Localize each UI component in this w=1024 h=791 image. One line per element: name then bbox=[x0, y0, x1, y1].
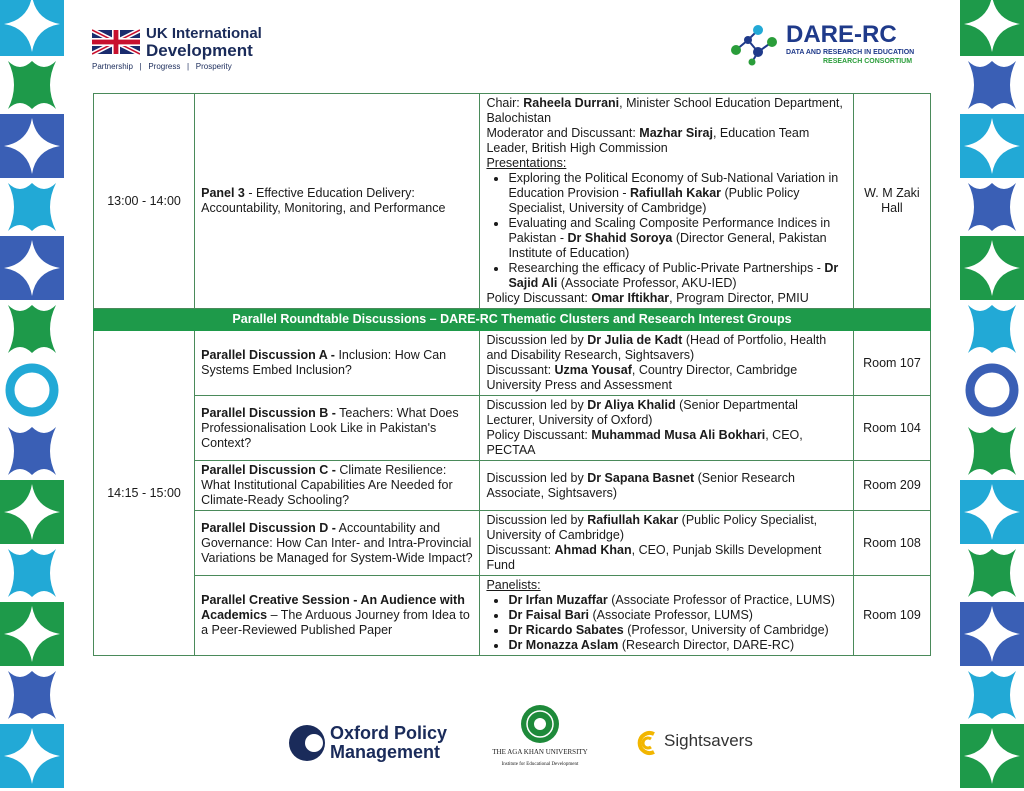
led-label: Discussion led by bbox=[486, 333, 588, 347]
dare-rc-logo bbox=[728, 22, 928, 68]
discussant-role: , Country Director, Cambridge University Press and Assessment bbox=[486, 363, 798, 392]
creative-session-room: Room 109 bbox=[853, 576, 930, 656]
aku-seal-icon bbox=[520, 704, 560, 744]
panelist-item bbox=[508, 638, 846, 653]
uk-international-development-logo bbox=[92, 26, 262, 74]
panelist-role: (Research Director, DARE-RC) bbox=[618, 638, 795, 652]
opm-text bbox=[330, 724, 447, 762]
creative-session-details bbox=[480, 576, 853, 656]
discussion-d-row bbox=[94, 511, 931, 576]
parallel-banner: Parallel Roundtable Discussions – DARE-RC Thematic Clusters and Research Interest Groups bbox=[94, 309, 931, 331]
session-title-rest: Teachers: What Does Professionalisation Look Like in Pakistan's Context? bbox=[201, 405, 459, 450]
presentation-title: Exploring the Political Economy of Sub-National Variation in Education Provision - bbox=[508, 171, 839, 200]
panelist-name: Dr Faisal Bari bbox=[508, 608, 590, 622]
panel3-session bbox=[195, 94, 480, 309]
session-title-bold: Parallel Creative Session - An Audience with Academics bbox=[201, 593, 465, 622]
parallel-time: 14:15 - 15:00 bbox=[94, 331, 195, 656]
led-name: Rafiullah Kakar bbox=[587, 513, 679, 527]
dare-subtitle-2: RESEARCH CONSORTIUM bbox=[823, 58, 913, 65]
discussion-a-session bbox=[195, 331, 480, 396]
led-by bbox=[486, 398, 846, 428]
chair-name: Raheela Durrani bbox=[523, 96, 620, 110]
discussant-name: Uzma Yousaf bbox=[554, 363, 632, 377]
panelist-name: Dr Ricardo Sabates bbox=[508, 623, 624, 637]
moderator-label: Moderator and Discussant: bbox=[486, 126, 640, 140]
discussion-b-session bbox=[195, 396, 480, 461]
schedule-table bbox=[93, 93, 931, 656]
panel3-policy-discussant bbox=[486, 291, 846, 306]
discussant bbox=[486, 363, 846, 393]
discussant-role: , CEO, PECTAA bbox=[486, 428, 803, 457]
discussant-label: Discussant: bbox=[486, 363, 555, 377]
panelists-list bbox=[486, 593, 846, 653]
discussion-b-details bbox=[480, 396, 853, 461]
panel3-chair bbox=[486, 96, 846, 126]
aga-khan-university-logo bbox=[480, 704, 600, 774]
session-title-bold: Parallel Discussion C - bbox=[201, 463, 336, 477]
presenter-name: Rafiullah Kakar bbox=[630, 186, 722, 200]
panel3-moderator bbox=[486, 126, 846, 156]
chair-label: Chair: bbox=[486, 96, 524, 110]
discussion-d-session bbox=[195, 511, 480, 576]
presenter-role: (Public Policy Specialist, University of Cambridge) bbox=[508, 186, 800, 215]
presentation-item bbox=[508, 171, 846, 216]
panel3-title-rest: - Effective Education Delivery: Accountability, Monitoring, and Performance bbox=[201, 186, 446, 215]
led-role: (Head of Portfolio, Health and Disability Research, Sightsavers) bbox=[486, 333, 827, 362]
discussion-a-details bbox=[480, 331, 853, 396]
creative-session-row bbox=[94, 576, 931, 656]
presentations-label: Presentations: bbox=[486, 156, 567, 170]
aku-subtitle: Institute for Educational Development bbox=[501, 762, 579, 767]
discussant bbox=[486, 428, 846, 458]
discussion-c-details bbox=[480, 461, 853, 511]
moderator-name: Mazhar Siraj bbox=[639, 126, 713, 140]
presentation-title: Researching the efficacy of Public-Private Partnerships - bbox=[508, 261, 825, 275]
led-label: Discussion led by bbox=[486, 513, 588, 527]
led-role: (Public Policy Specialist, University of Cambridge) bbox=[486, 513, 818, 542]
panel3-time: 13:00 - 14:00 bbox=[94, 94, 195, 309]
sightsavers-icon bbox=[636, 730, 660, 756]
network-nodes-icon bbox=[728, 22, 780, 66]
panelist-name: Dr Monazza Aslam bbox=[508, 638, 619, 652]
presentation-item bbox=[508, 261, 846, 291]
led-name: Dr Julia de Kadt bbox=[587, 333, 683, 347]
aku-name: THE AGA KHAN UNIVERSITY bbox=[492, 748, 588, 756]
discussant-label: Discussant: bbox=[486, 543, 555, 557]
dare-title: DARE-RC bbox=[786, 21, 897, 48]
discussant-label: Policy Discussant: bbox=[486, 428, 592, 442]
parallel-banner-row bbox=[94, 309, 931, 331]
policy-role: , Program Director, PMIU bbox=[669, 291, 809, 305]
presenter-name: Dr Shahid Soroya bbox=[567, 231, 673, 245]
panelist-role: (Professor, University of Cambridge) bbox=[623, 623, 829, 637]
discussion-a-row bbox=[94, 331, 931, 396]
panel3-title-bold: Panel 3 bbox=[201, 186, 245, 200]
discussion-b-row bbox=[94, 396, 931, 461]
panelist-name: Dr Irfan Muzaffar bbox=[508, 593, 608, 607]
policy-name: Omar Iftikhar bbox=[591, 291, 670, 305]
session-title-rest: Accountability and Governance: How Can Inter- and Intra-Provincial Variations be Managed for System-Wide Impact? bbox=[201, 520, 473, 565]
session-title-rest: Climate Resilience: What Institutional Capabilities Are Needed for Climate-Ready Schooling? bbox=[201, 463, 453, 507]
opm-crescent-icon bbox=[288, 724, 326, 762]
creative-session bbox=[195, 576, 480, 656]
panel3-row bbox=[94, 94, 931, 309]
chair-role: , Minister School Education Department, Balochistan bbox=[486, 96, 843, 125]
uk-title bbox=[146, 26, 262, 60]
presenter-name: Dr Sajid Ali bbox=[508, 261, 839, 290]
led-role: (Senior Departmental Lecturer, University of Oxford) bbox=[486, 398, 798, 427]
discussion-d-room: Room 108 bbox=[853, 511, 930, 576]
sightsavers-logo bbox=[636, 728, 766, 758]
session-title-bold: Parallel Discussion B - bbox=[201, 405, 336, 420]
presenter-role: (Associate Professor, AKU-IED) bbox=[557, 276, 737, 290]
union-flag-icon bbox=[92, 28, 140, 56]
led-role: (Senior Research Associate, Sightsavers) bbox=[486, 470, 795, 500]
dare-subtitle-1: DATA AND RESEARCH IN EDUCATION bbox=[786, 49, 915, 56]
left-pattern-border bbox=[0, 0, 64, 791]
led-label: Discussion led by bbox=[486, 470, 588, 485]
led-by bbox=[486, 471, 846, 501]
session-title-bold: Parallel Discussion D - bbox=[201, 520, 336, 535]
footer-logos bbox=[0, 700, 1024, 791]
discussant bbox=[486, 543, 846, 573]
panelist-item bbox=[508, 593, 846, 608]
opm-line2: Management bbox=[330, 742, 441, 762]
panelist-item bbox=[508, 623, 846, 638]
discussion-a-room: Room 107 bbox=[853, 331, 930, 396]
sightsavers-text: Sightsavers bbox=[664, 731, 753, 750]
discussion-c-row bbox=[94, 461, 931, 511]
panel3-room: W. M Zaki Hall bbox=[853, 94, 930, 309]
oxford-policy-management-logo bbox=[288, 722, 448, 770]
led-by bbox=[486, 333, 846, 363]
presentation-title: Evaluating and Scaling Composite Performance Indices in Pakistan - bbox=[508, 216, 831, 245]
session-title-bold: Parallel Discussion A - bbox=[201, 348, 335, 362]
panelists-label: Panelists: bbox=[486, 578, 541, 592]
led-name: Dr Aliya Khalid bbox=[587, 398, 676, 412]
discussant-name: Ahmad Khan bbox=[554, 543, 632, 557]
panelist-item bbox=[508, 608, 846, 623]
session-title-rest: Inclusion: How Can Systems Embed Inclusion? bbox=[201, 348, 447, 377]
discussion-c-session bbox=[195, 461, 480, 511]
moderator-role: , Education Team Leader, British High Commission bbox=[486, 126, 810, 155]
led-by bbox=[486, 513, 846, 543]
presentation-item bbox=[508, 216, 846, 261]
discussion-b-room: Room 104 bbox=[853, 396, 930, 461]
panelist-role: (Associate Professor of Practice, LUMS) bbox=[607, 593, 835, 607]
presentations-list bbox=[486, 171, 846, 291]
discussant-role: , CEO, Punjab Skills Development Fund bbox=[486, 543, 822, 572]
session-title-rest: – The Arduous Journey from Idea to a Peer-Reviewed Published Paper bbox=[201, 608, 470, 637]
uk-tagline: Partnership | Progress | Prosperity bbox=[92, 62, 232, 71]
discussion-d-details bbox=[480, 511, 853, 576]
opm-line1: Oxford Policy bbox=[330, 723, 448, 743]
led-name: Dr Sapana Basnet bbox=[587, 470, 695, 485]
panelist-role: (Associate Professor, LUMS) bbox=[589, 608, 753, 622]
uk-title-line2: Development bbox=[146, 41, 253, 60]
uk-title-line1: UK International bbox=[146, 25, 262, 42]
presenter-role: (Director General, Pakistan Institute of Education) bbox=[508, 231, 827, 260]
led-label: Discussion led by bbox=[486, 398, 588, 412]
panel3-details bbox=[480, 94, 853, 309]
right-pattern-border bbox=[960, 0, 1024, 791]
discussant-name: Muhammad Musa Ali Bokhari bbox=[591, 428, 766, 442]
policy-label: Policy Discussant: bbox=[486, 291, 592, 305]
discussion-c-room: Room 209 bbox=[853, 461, 930, 511]
